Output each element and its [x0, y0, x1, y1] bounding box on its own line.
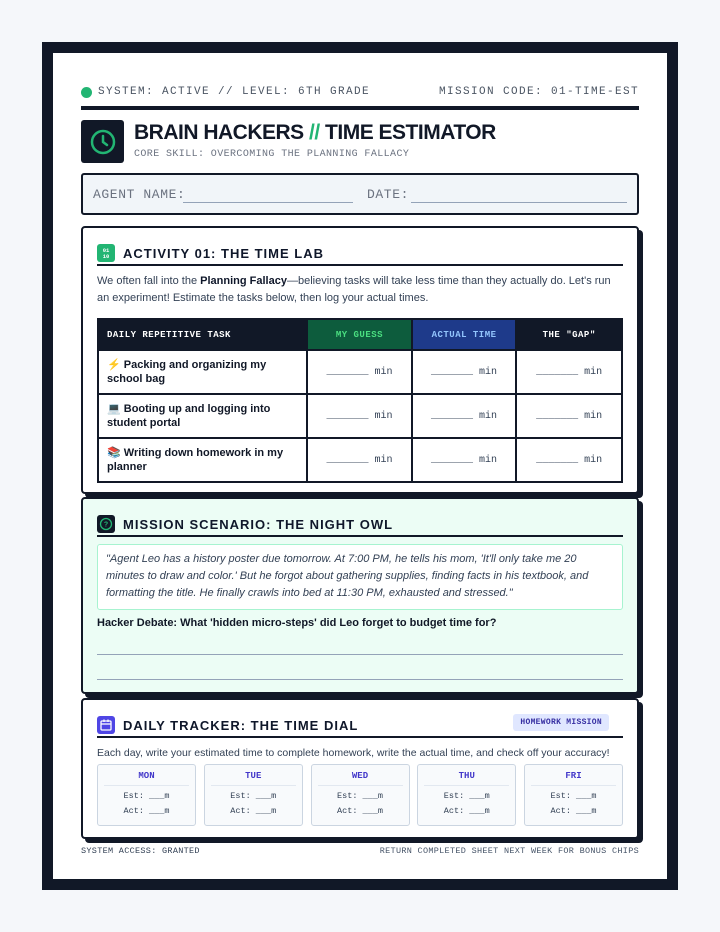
column-header-task: DAILY REPETITIVE TASK	[98, 319, 307, 350]
status-text: SYSTEM: ACTIVE // LEVEL: 6TH GRADE	[98, 86, 371, 98]
intro-keyword: Planning Fallacy	[200, 275, 287, 287]
intro-text-start: We often fall into the	[97, 275, 201, 287]
column-header-actual: ACTUAL TIME	[412, 319, 517, 350]
question-icon	[97, 515, 115, 533]
actual-field[interactable]: Act: ___m	[123, 806, 170, 816]
date-field[interactable]	[411, 202, 627, 203]
actual-field[interactable]: Act: ___m	[337, 806, 383, 816]
estimate-field[interactable]: Est: ___m	[230, 791, 277, 801]
scenario-header	[97, 513, 623, 537]
worksheet-page	[53, 53, 667, 879]
guess-cell[interactable]: _______ min	[307, 350, 412, 394]
tracker-card	[81, 698, 639, 839]
estimate-field[interactable]: Est: ___m	[337, 791, 383, 801]
worksheet-frame	[42, 42, 678, 890]
intro-text-end: —believing tasks will take less time than they actually do. Let's run an experiment! Estimate the tasks below, then log your actual times.	[97, 275, 611, 304]
system-status	[81, 86, 370, 98]
actual-cell[interactable]: _______ min	[412, 350, 517, 394]
actual-cell[interactable]: _______ min	[412, 438, 517, 482]
svg-text:?: ?	[103, 521, 109, 529]
day-name: TUE	[211, 771, 296, 786]
page-title	[134, 121, 496, 145]
column-header-guess: MY GUESS	[307, 319, 412, 350]
day-name: THU	[424, 771, 509, 786]
page-footer	[81, 846, 639, 856]
answer-line-2[interactable]	[97, 679, 623, 680]
day-list	[97, 764, 623, 826]
task-table	[97, 318, 623, 483]
day-card-thu	[417, 764, 516, 826]
debate-question: Hacker Debate: What 'hidden micro-steps' did Leo forget to budget time for?	[97, 617, 497, 629]
laptop-icon: 💻	[107, 403, 121, 415]
gap-cell[interactable]: _______ min	[516, 350, 622, 394]
gap-cell[interactable]: _______ min	[516, 438, 622, 482]
answer-line-1[interactable]	[97, 654, 623, 655]
title-brand: BRAIN HACKERS	[134, 121, 304, 144]
day-name: MON	[104, 771, 189, 786]
activity-title: ACTIVITY 01: THE TIME LAB	[123, 245, 324, 261]
day-name: FRI	[531, 771, 616, 786]
tracker-title: DAILY TRACKER: THE TIME DIAL	[123, 717, 359, 733]
status-bar	[81, 82, 639, 102]
agent-info-box	[81, 173, 639, 215]
activity-card	[81, 226, 639, 494]
day-card-fri	[524, 764, 623, 826]
status-dot-icon	[81, 87, 92, 98]
activity-intro	[97, 273, 623, 307]
header-divider	[81, 106, 639, 110]
day-card-mon	[97, 764, 196, 826]
guess-cell[interactable]: _______ min	[307, 394, 412, 438]
task-cell	[98, 350, 307, 394]
actual-field[interactable]: Act: ___m	[443, 806, 490, 816]
lightning-icon: ⚡	[107, 359, 121, 371]
estimate-field[interactable]: Est: ___m	[550, 791, 597, 801]
table-row	[98, 350, 622, 394]
scenario-quote: "Agent Leo has a history poster due tomorrow. At 7:00 PM, he tells his mom, 'It'll only take me 20 minutes to draw and color.' But he forgot about gathering supplies, finding facts in his textbook, and formatting the title. He finally crawls into bed at 11:30 PM, exhausted and stressed."	[97, 544, 623, 610]
actual-field[interactable]: Act: ___m	[550, 806, 597, 816]
date-label: DATE:	[367, 187, 410, 202]
activity-header	[97, 242, 623, 266]
agent-name-label: AGENT NAME:	[93, 187, 186, 202]
footer-access: SYSTEM ACCESS: GRANTED	[81, 846, 200, 856]
scenario-card	[81, 497, 639, 694]
table-row	[98, 438, 622, 482]
title-topic: TIME ESTIMATOR	[325, 121, 496, 144]
mission-code: MISSION CODE: 01-TIME-EST	[438, 86, 639, 98]
title-separator: //	[309, 121, 320, 144]
gap-cell[interactable]: _______ min	[516, 394, 622, 438]
column-header-gap: THE "GAP"	[516, 319, 622, 350]
books-icon: 📚	[107, 447, 121, 459]
tracker-header	[97, 714, 623, 738]
day-name: WED	[318, 771, 403, 786]
actual-cell[interactable]: _______ min	[412, 394, 517, 438]
day-card-wed	[311, 764, 410, 826]
svg-text:01: 01	[102, 247, 110, 254]
page-subtitle: CORE SKILL: OVERCOMING THE PLANNING FALLACY	[134, 149, 410, 160]
svg-text:10: 10	[102, 253, 110, 260]
homework-mission-badge: HOMEWORK MISSION	[513, 714, 609, 731]
tracker-intro: Each day, write your estimated time to complete homework, write the actual time, and check off your accuracy!	[97, 747, 610, 759]
task-name: Booting up and logging into student portal	[107, 403, 271, 429]
task-name: Packing and organizing my school bag	[107, 359, 267, 385]
table-row	[98, 394, 622, 438]
task-name: Writing down homework in my planner	[107, 447, 284, 473]
binary-icon	[97, 244, 115, 262]
task-cell	[98, 394, 307, 438]
day-card-tue	[204, 764, 303, 826]
actual-field[interactable]: Act: ___m	[230, 806, 277, 816]
estimate-field[interactable]: Est: ___m	[123, 791, 170, 801]
calendar-icon	[97, 716, 115, 734]
guess-cell[interactable]: _______ min	[307, 438, 412, 482]
estimate-field[interactable]: Est: ___m	[443, 791, 490, 801]
scenario-title: MISSION SCENARIO: THE NIGHT OWL	[123, 516, 394, 532]
agent-name-field[interactable]	[183, 202, 353, 203]
clock-icon	[81, 120, 124, 163]
task-cell	[98, 438, 307, 482]
footer-instructions: RETURN COMPLETED SHEET NEXT WEEK FOR BONUS CHIPS	[379, 846, 639, 856]
